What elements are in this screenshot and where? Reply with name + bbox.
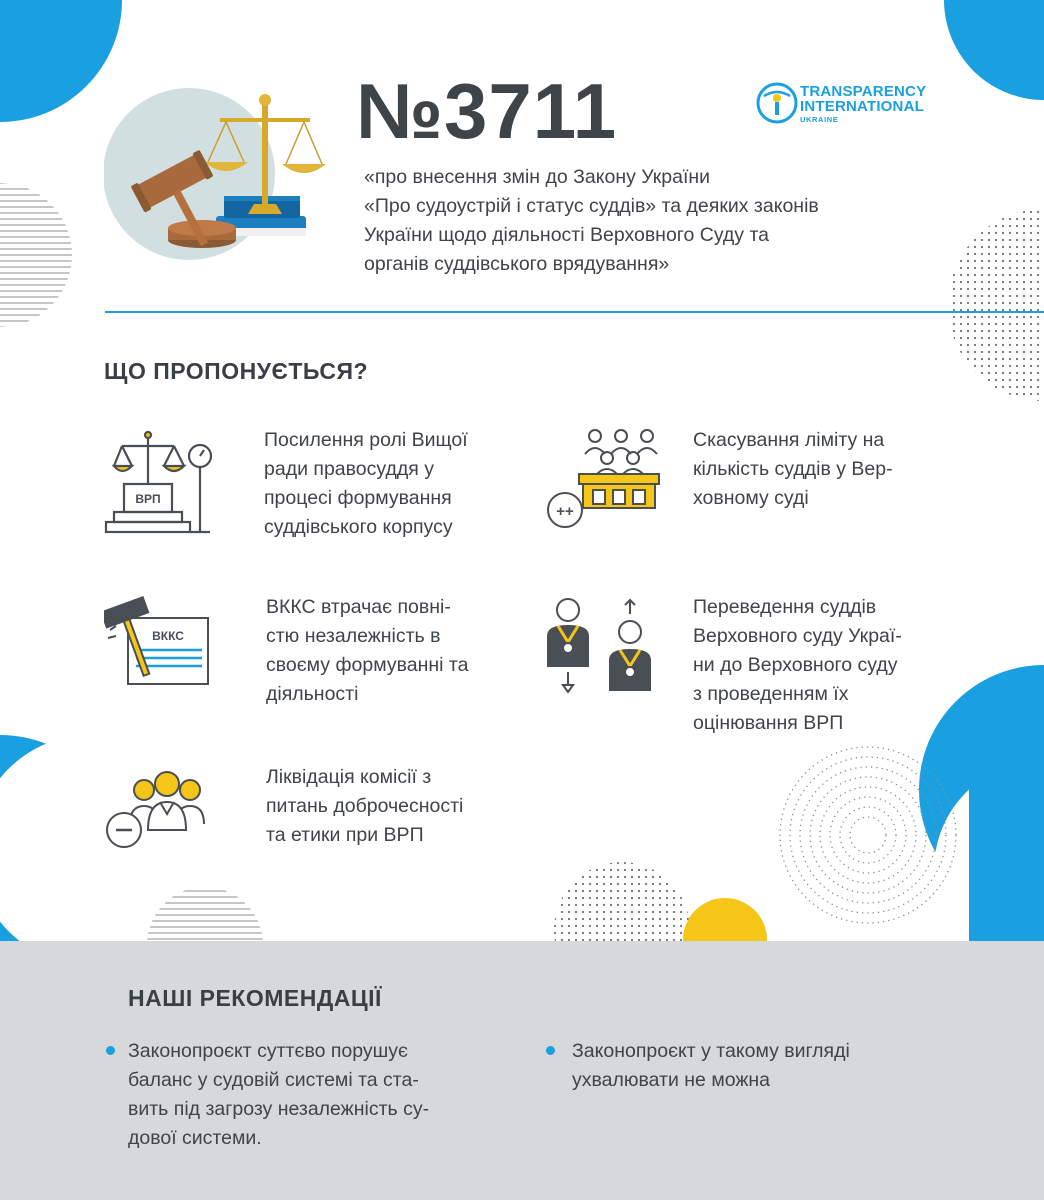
group-minus-icon (104, 768, 216, 852)
recommendation-line: Законопроєкт у такому вигляді (572, 1040, 850, 1062)
proposal-line: Ліквідація комісії з (266, 766, 432, 788)
logo-text-international: INTERNATIONAL (800, 98, 924, 115)
corner-circle-top-right (944, 0, 1044, 100)
proposal-line: стю незалежність в (266, 625, 441, 647)
proposal-line: ради правосуддя у (264, 458, 434, 480)
proposal-line: кількість суддів у Вер- (693, 458, 893, 480)
recommendations-heading: НАШІ РЕКОМЕНДАЦІЇ (128, 985, 382, 1011)
proposal-line: процесі формування (264, 487, 452, 509)
bill-description (364, 163, 924, 279)
dotted-circle-right (948, 209, 1044, 401)
gavel-vkks-label: ВККС (152, 629, 184, 643)
scales-vrp-icon (104, 430, 214, 538)
recommendation-item-1 (128, 1037, 429, 1153)
proposal-line: Верховного суду Украї- (693, 625, 902, 647)
proposal-line: Скасування ліміту на (693, 429, 885, 451)
proposal-line: ховному суді (693, 487, 809, 509)
recommendation-line: баланс у судовій системі та ста- (128, 1069, 419, 1091)
bill-number: №3711 (356, 67, 618, 155)
recommendation-line: дової системи. (128, 1127, 262, 1149)
gavel-vkks-icon (104, 596, 216, 692)
bill-description-line: «про внесення змін до Закону України (364, 166, 711, 188)
logo-text-transparency: TRANSPARENCY (800, 83, 927, 100)
proposal-line: ВККС втрачає повні- (266, 596, 451, 618)
proposal-line: питань доброчесності (266, 795, 464, 817)
proposal-item-5 (266, 763, 463, 850)
bullet-icon (546, 1046, 555, 1055)
judges-panel-label: ++ (556, 503, 574, 520)
blue-bar-right (969, 700, 1044, 941)
proposal-line: з проведенням їх (693, 683, 849, 705)
bullet-icon (106, 1046, 115, 1055)
proposal-line: суддівського корпусу (264, 516, 453, 538)
striped-circle-left (0, 183, 72, 327)
proposal-item-4 (693, 593, 902, 738)
proposal-item-3 (266, 593, 468, 709)
proposal-line: Посилення ролі Вищої (264, 429, 468, 451)
proposal-line: та етики при ВРП (266, 824, 424, 846)
recommendation-line: Законопроєкт суттєво порушує (128, 1040, 408, 1062)
scales-vrp-label: ВРП (135, 492, 161, 506)
recommendation-item-2 (572, 1037, 850, 1095)
proposal-line: своєму формуванні та (266, 654, 469, 676)
header-divider (105, 311, 1044, 313)
proposal-line: оцінювання ВРП (693, 712, 844, 734)
bill-description-line: «Про судоустрій і статус суддів» та деяких законів (364, 195, 819, 217)
proposal-item-1 (264, 426, 468, 542)
proposal-line: ни до Верховного суду (693, 654, 898, 676)
justice-illustration (104, 78, 334, 278)
bill-description-line: органів суддівського врядування» (364, 253, 670, 275)
section-heading: ЩО ПРОПОНУЄТЬСЯ? (104, 358, 369, 384)
judges-transfer-icon (544, 596, 659, 696)
proposal-line: діяльності (266, 683, 359, 705)
recommendation-line: вить під загрозу незалежність су- (128, 1098, 430, 1120)
bill-description-line: України щодо діяльності Верховного Суду та (364, 224, 770, 246)
logo-text-ukraine: UKRAINE (800, 115, 839, 124)
proposal-item-2 (693, 426, 893, 513)
recommendation-line: ухвалювати не можна (572, 1069, 771, 1091)
transparency-logo-icon (756, 82, 798, 124)
proposal-line: Переведення суддів (693, 596, 877, 618)
judges-panel-icon (545, 428, 665, 530)
